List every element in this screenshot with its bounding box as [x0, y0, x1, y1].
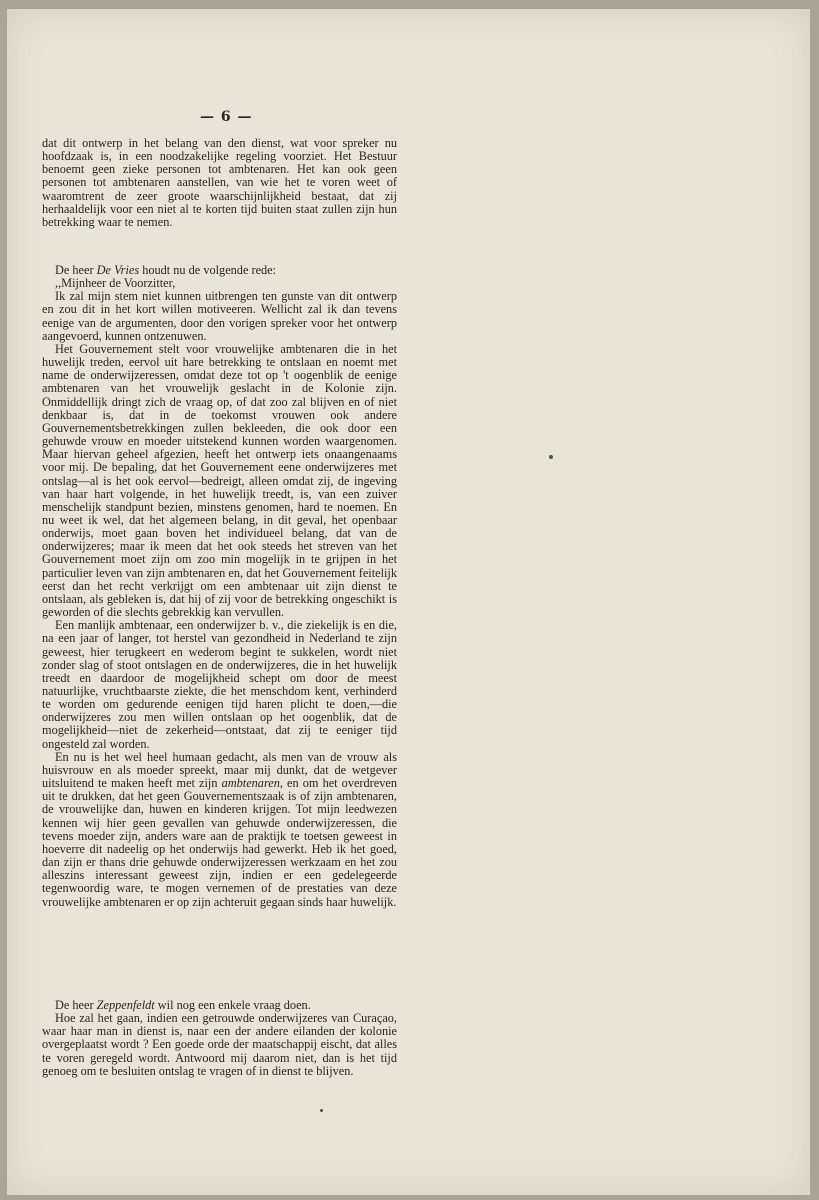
speaker-name-zeppenfeldt: Zeppenfeldt — [96, 998, 155, 1012]
speech-paragraph-3: Een manlijk ambtenaar, een onderwijzer b. v., die ziekelijk is en die, na een jaar of langer, tot herstel van gezondheid in Nederland te zijn geweest, hier terugkeert en wederom begint te sukkelen, wordt niet zonder slag of stoot ontslagen en de onderwijzeres, die in het huwelijk treedt en daardoor de mogelijkheid schept om door de meest natuurlijke, vruchtbaarste ziekte, die het menschdom kent, verhinderd te worden om gedurende eenigen tijd haren plicht te doen,—die onderwijzeres zou men willen ontslaan op het oogenblik, dat de mogelijkheid—niet de zekerheid—ontstaat, dat zij te eeniger tijd ongesteld zal worden. — [42, 618, 397, 751]
speech-paragraph-1: Ik zal mijn stem niet kunnen uitbrengen ten gunste van dit ontwerp en zou dit in het kort willen motiveeren. Wellicht zal ik dan tevens eenige van de argumenten, door den vorigen spreker voor het ontwerp aangevoerd, kunnen ontzenuwen. — [42, 289, 397, 343]
paper-speck — [320, 1109, 323, 1112]
document-page — [7, 9, 810, 1195]
speaker-intro-suffix: wil nog een enkele vraag doen. — [154, 998, 311, 1012]
intro-paragraph-block — [42, 137, 397, 229]
speaker-name-de-vries: De Vries — [96, 263, 140, 277]
speech-de-vries — [42, 264, 397, 909]
zeppenfeldt-paragraph-1: Hoe zal het gaan, indien een getrouwde onderwijzeres van Curaçao, waar haar man in dienst is, naar een der andere eilanden der kolonie overgeplaatst wordt ? Een goede orde der maatschappij eischt, dat alles te voren geregeld wordt. Antwoord mij daarom niet, dan is het tijd genoeg om te besluiten ontslag te vragen of in dienst te blijven. — [42, 1011, 397, 1078]
speech-paragraph-4-part-a: En nu is het wel heel humaan gedacht, als men van de vrouw als huisvrouw en als moeder spreekt, maar mij dunkt, dat de wetgever uitsluitend te maken heeft met zijn — [42, 749, 397, 791]
speaker-intro-suffix: houdt nu de volgende rede: — [139, 263, 277, 277]
speech-zeppenfeldt — [42, 999, 397, 1078]
salutation: ,,Mijnheer de Voorzitter, — [55, 276, 176, 291]
paper-speck — [549, 455, 553, 459]
speech-paragraph-4 — [42, 751, 397, 909]
speaker-intro-prefix: De heer — [55, 998, 97, 1012]
speech-paragraph-2: Het Gouvernement stelt voor vrouwelijke ambtenaren die in het huwelijk treden, eervol uit hare betrekking te ontslaan en noemt met name de onderwijzeressen, omdat deze tot op 't oogenblik de eenige ambtenaren van het vrouwelijk geslacht in de Kolonie zijn. Onmiddellijk dringt zich de vraag op, of dat zoo zal blijven en of niet denkbaar is, dat in de toekomst vrouwen ook andere Gouvernementsbetrekkingen zullen bekleeden, die ook door een gehuwde vrouw en moeder uitstekend kunnen worden waargenomen. Maar hiervan geheel afgezien, heeft het ontwerp iets onaangenaams voor mij. De bepaling, dat het Gouvernement eene onderwijzeres met ontslag—al is het ook eervol—bedreigt, alleen omdat zij, de ingeving van haar hart volgende, in het huwelijk treedt, is, van een zuiver menschelijk standpunt bezien, minstens genomen, hard te noemen. En nu weet ik wel, dat het algemeen belang, in dit geval, het openbaar onderwijs, moet gaan boven het individueel belang, dat van de onderwijzeres; maar ik meen dat het ook steeds het streven van het Gouvernement moet zijn om zoo min mogelijk in te grijpen in het particulier leven van zijn ambtenaren en, dat het Gouvernement feitelijk eerst dan het recht verkrijgt om een ambtenaar uit zijn dienst te ontslaan, als gebleken is, dat hij of zij voor de betrekking ongeschikt is geworden of die slechts gebrekkig kan vervullen. — [42, 341, 397, 620]
page-number: — 6 — — [200, 109, 253, 125]
emphasis-ambtenaren: ambtenaren — [221, 776, 280, 791]
speech-paragraph-4-part-b: , en om het overdreven uit te drukken, dat het geen Gouvernementszaak is of zijn ambtenaren, de vrouwelijke dan, huwen en kinderen krijgen. Tot mijn leedwezen kennen wij hier geen gevallen van gehuwde onderwijzeressen, die tevens moeder zijn, anders ware aan de praktijk te toetsen geweest in hoeverre dit nadeelig op het onderwijs had gewerkt. Heb ik het goed, dan zijn er thans drie gehuwde onderwijzeressen werkzaam en het zou alleszins interessant geweest zijn, indien er een gedelegeerde tegenwoordig ware, te mogen vernemen of de prestaties van deze vrouwelijke ambtenaren er op zijn achteruit gegaan sinds haar huwelijk. — [42, 776, 397, 909]
intro-paragraph: dat dit ontwerp in het belang van den dienst, wat voor spreker nu hoofdzaak is, in een noodzakelijke regeling voorziet. Het Bestuur benoemt geen zieke personen tot ambtenaren. Het kan ook geen personen tot ambtenaren aanstellen, van wie het te voren weet of waaromtrent de zeer groote waarschijnlijkheid bestaat, dat zij herhaaldelijk voor een niet al te korten tijd buiten staat zullen zijn hun betrekking waar te nemen. — [42, 136, 397, 229]
speaker-intro-prefix: De heer — [55, 263, 97, 277]
